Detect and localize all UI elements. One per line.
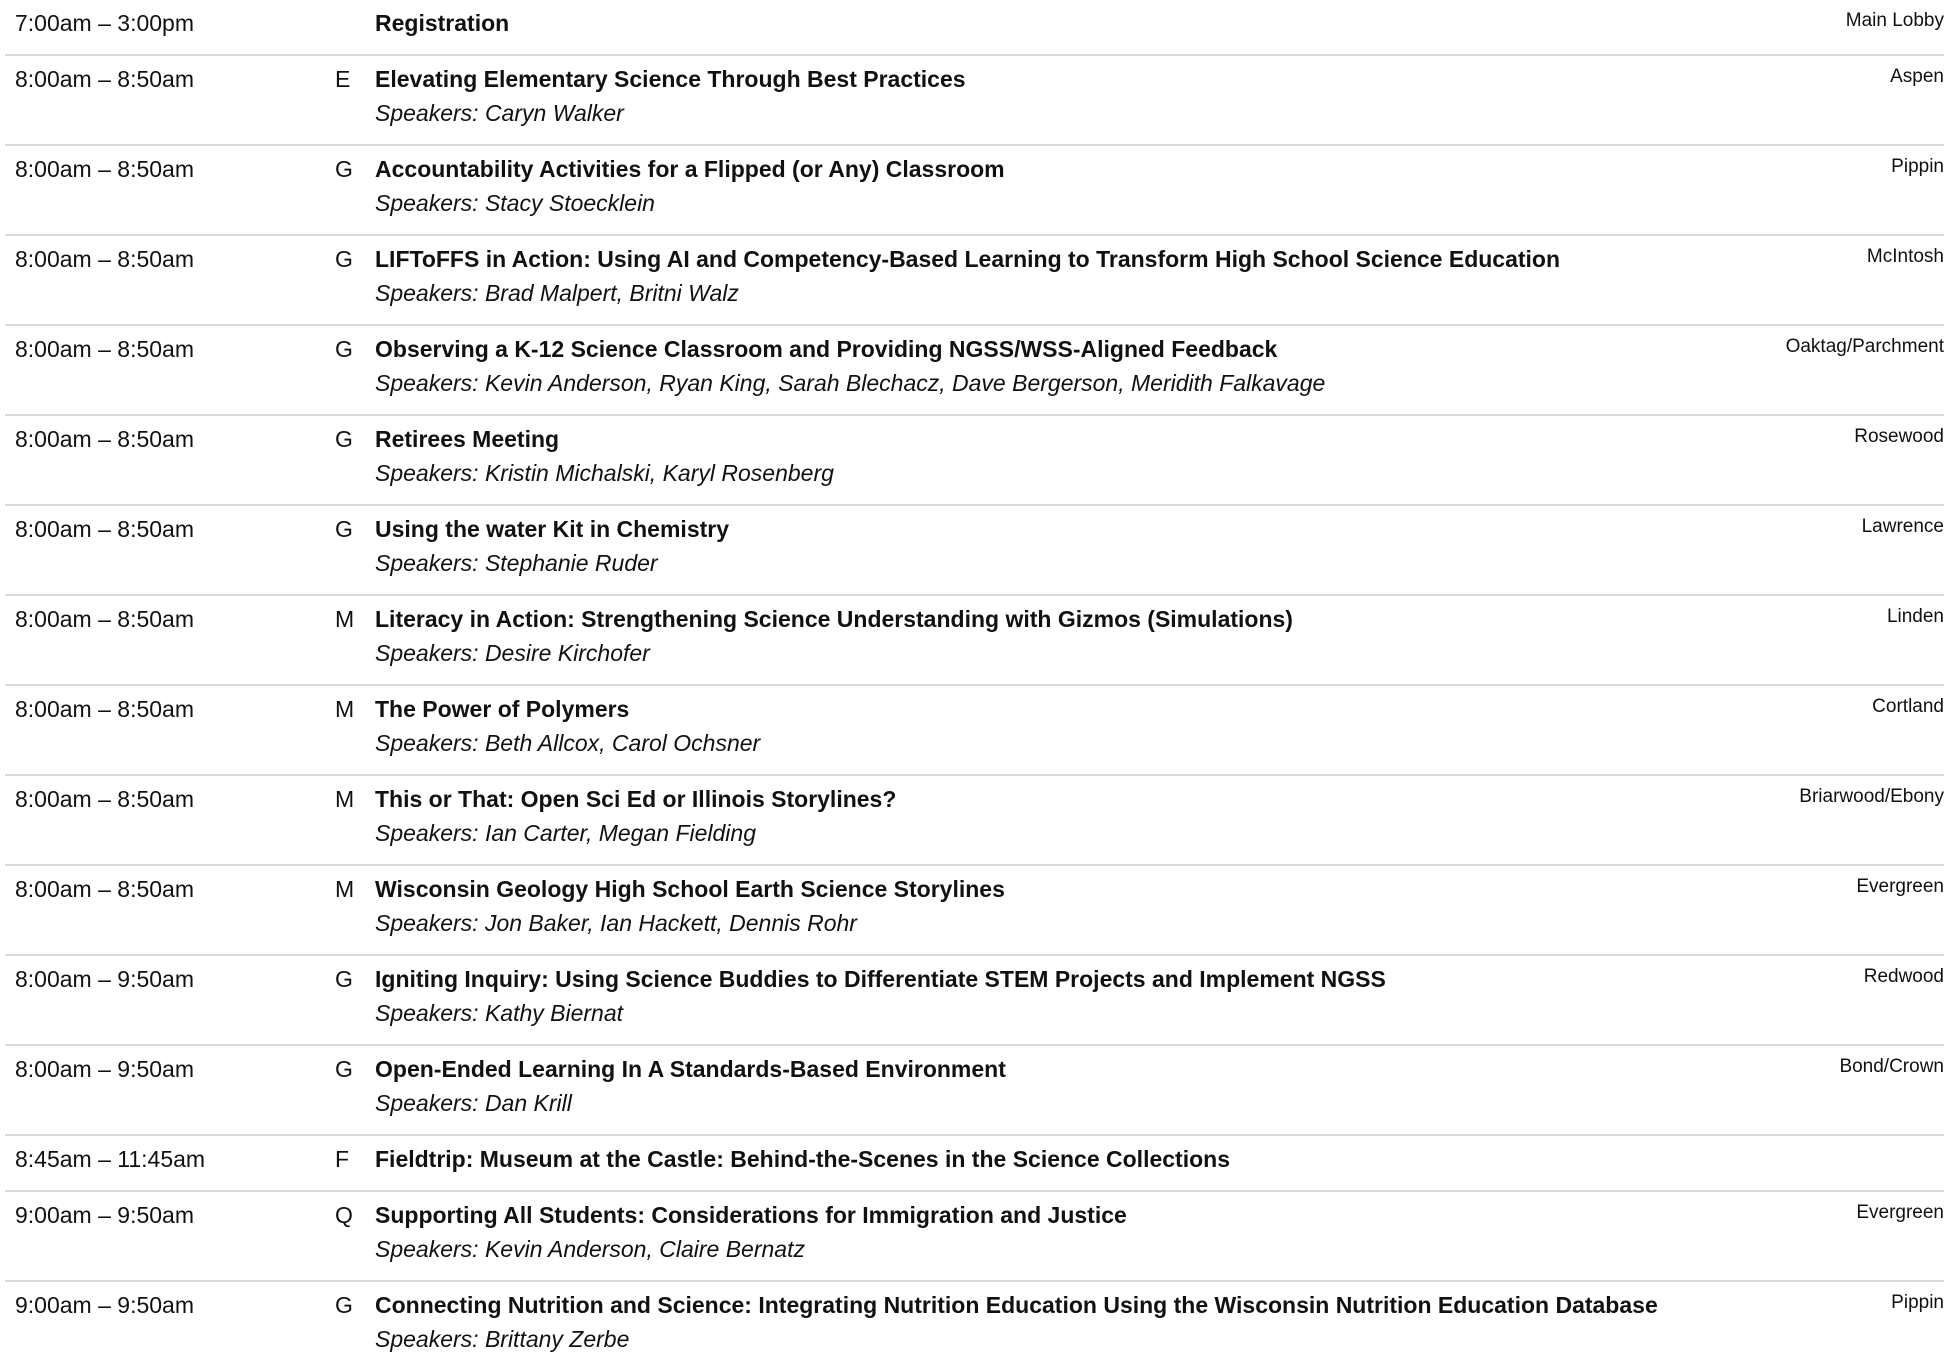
session-room: Linden xyxy=(1886,606,1944,627)
session-track-code: G xyxy=(335,516,353,542)
session-room: McIntosh xyxy=(1866,246,1944,267)
session-speakers: Speakers: Brad Malpert, Britni Walz xyxy=(375,280,739,306)
session-track-code: Q xyxy=(335,1202,353,1228)
session-time: 8:00am – 8:50am xyxy=(15,786,195,812)
session-room: Evergreen xyxy=(1856,876,1944,897)
session-time: 9:00am – 9:50am xyxy=(15,1292,195,1318)
session-room: Redwood xyxy=(1863,966,1944,987)
session-track-code: G xyxy=(335,156,353,182)
session-title: This or That: Open Sci Ed or Illinois Storylines? xyxy=(375,786,897,812)
session-title: Connecting Nutrition and Science: Integrating Nutrition Education Using the Wisconsin Nutrition Education Database xyxy=(375,1292,1658,1318)
session-title: Fieldtrip: Museum at the Castle: Behind-the-Scenes in the Science Collections xyxy=(375,1146,1230,1172)
session-title: LIFToFFS in Action: Using AI and Competency-Based Learning to Transform High School Science Education xyxy=(375,246,1561,272)
session-title: Igniting Inquiry: Using Science Buddies to Differentiate STEM Projects and Implement NGSS xyxy=(375,966,1386,992)
session-row xyxy=(5,596,1944,686)
session-room: Oaktag/Parchment xyxy=(1785,336,1944,357)
session-time: 8:00am – 8:50am xyxy=(15,696,195,722)
session-track-code: M xyxy=(335,786,355,812)
session-track-code: F xyxy=(335,1146,350,1172)
session-row xyxy=(5,506,1944,596)
session-row xyxy=(5,776,1944,866)
session-time: 8:00am – 8:50am xyxy=(15,516,195,542)
session-track-code: G xyxy=(335,336,353,362)
session-room: Lawrence xyxy=(1861,516,1944,537)
session-track-code: E xyxy=(335,66,351,92)
session-title: Supporting All Students: Considerations for Immigration and Justice xyxy=(375,1202,1127,1228)
session-track-code: G xyxy=(335,426,353,452)
session-speakers: Speakers: Ian Carter, Megan Fielding xyxy=(375,820,756,846)
session-row xyxy=(5,236,1944,326)
session-row xyxy=(5,416,1944,506)
session-speakers: Speakers: Beth Allcox, Carol Ochsner xyxy=(375,730,761,756)
session-row xyxy=(5,686,1944,776)
session-title: Accountability Activities for a Flipped (or Any) Classroom xyxy=(375,156,1005,182)
session-room: Pippin xyxy=(1891,1292,1944,1313)
session-title: Using the water Kit in Chemistry xyxy=(375,516,730,542)
session-time: 8:00am – 8:50am xyxy=(15,246,195,272)
session-speakers: Speakers: Jon Baker, Ian Hackett, Dennis Rohr xyxy=(375,910,857,936)
session-title: Registration xyxy=(375,10,510,36)
session-track-code: G xyxy=(335,966,353,992)
session-speakers: Speakers: Kevin Anderson, Claire Bernatz xyxy=(375,1236,805,1262)
session-row xyxy=(5,56,1944,146)
session-speakers: Speakers: Kathy Biernat xyxy=(375,1000,624,1026)
session-track-code: G xyxy=(335,1292,353,1318)
session-track-code: G xyxy=(335,1056,353,1082)
session-time: 8:00am – 9:50am xyxy=(15,966,195,992)
session-time: 8:00am – 8:50am xyxy=(15,336,195,362)
session-time: 8:00am – 8:50am xyxy=(15,66,195,92)
session-time: 8:45am – 11:45am xyxy=(15,1146,206,1172)
session-track-code: M xyxy=(335,606,355,632)
session-room: Pippin xyxy=(1891,156,1944,177)
session-title: Literacy in Action: Strengthening Science Understanding with Gizmos (Simulations) xyxy=(375,606,1293,632)
session-track-code: M xyxy=(335,696,355,722)
session-row xyxy=(5,326,1944,416)
session-room: Cortland xyxy=(1872,696,1944,717)
session-room: Evergreen xyxy=(1856,1202,1944,1223)
session-time: 8:00am – 9:50am xyxy=(15,1056,195,1082)
session-time: 8:00am – 8:50am xyxy=(15,876,195,902)
session-title: Elevating Elementary Science Through Best Practices xyxy=(375,66,966,92)
session-room: Main Lobby xyxy=(1845,10,1944,31)
session-speakers: Speakers: Desire Kirchofer xyxy=(375,640,650,666)
session-room: Aspen xyxy=(1890,66,1944,87)
session-row xyxy=(5,0,1944,56)
session-speakers: Speakers: Caryn Walker xyxy=(375,100,624,126)
session-room: Bond/Crown xyxy=(1839,1056,1944,1077)
session-speakers: Speakers: Stephanie Ruder xyxy=(375,550,658,576)
session-time: 8:00am – 8:50am xyxy=(15,426,195,452)
session-title: Open-Ended Learning In A Standards-Based Environment xyxy=(375,1056,1006,1082)
session-speakers: Speakers: Stacy Stoecklein xyxy=(375,190,655,216)
session-row xyxy=(5,1136,1944,1192)
session-row xyxy=(5,1282,1944,1372)
session-time: 7:00am – 3:00pm xyxy=(15,10,195,36)
session-speakers: Speakers: Kristin Michalski, Karyl Rosenberg xyxy=(375,460,834,486)
session-row xyxy=(5,866,1944,956)
session-title: Retirees Meeting xyxy=(375,426,560,452)
session-track-code: M xyxy=(335,876,355,902)
session-track-code: G xyxy=(335,246,353,272)
session-room: Briarwood/Ebony xyxy=(1799,786,1944,807)
session-title: Wisconsin Geology High School Earth Science Storylines xyxy=(375,876,1005,902)
session-speakers: Speakers: Dan Krill xyxy=(375,1090,572,1116)
session-speakers: Speakers: Brittany Zerbe xyxy=(375,1326,630,1352)
session-row xyxy=(5,1046,1944,1136)
session-speakers: Speakers: Kevin Anderson, Ryan King, Sarah Blechacz, Dave Bergerson, Meridith Falkavage xyxy=(375,370,1326,396)
session-time: 9:00am – 9:50am xyxy=(15,1202,195,1228)
session-time: 8:00am – 8:50am xyxy=(15,156,195,182)
session-time: 8:00am – 8:50am xyxy=(15,606,195,632)
session-row xyxy=(5,1192,1944,1282)
session-row xyxy=(5,146,1944,236)
session-title: The Power of Polymers xyxy=(375,696,630,722)
session-row xyxy=(5,956,1944,1046)
session-room: Rosewood xyxy=(1854,426,1944,447)
session-title: Observing a K-12 Science Classroom and Providing NGSS/WSS-Aligned Feedback xyxy=(375,336,1278,362)
